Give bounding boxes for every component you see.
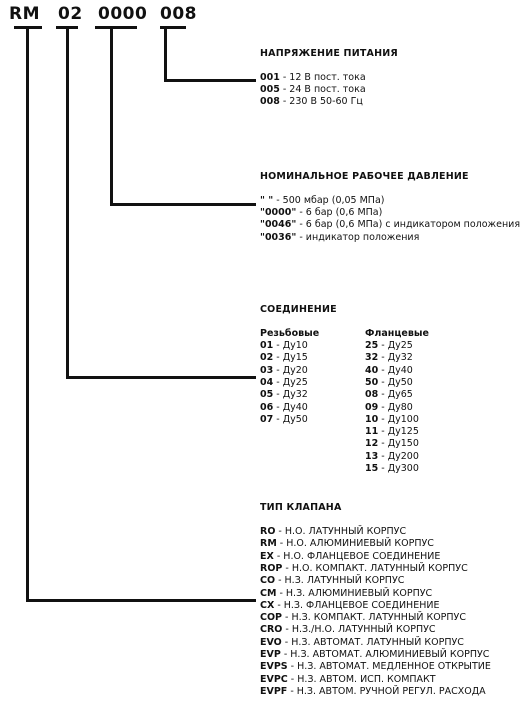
code-voltage: 008: [160, 4, 197, 24]
code-pressure: 0000: [98, 4, 148, 24]
flanged-code: 11: [365, 426, 379, 438]
threaded-item: [260, 389, 308, 401]
valve-type-item: [260, 612, 466, 624]
voltage-code: 008: [260, 96, 280, 108]
valve-type-description: - Н.О. АЛЮМИНИЕВЫЙ КОРПУС: [276, 538, 434, 550]
flanged-description: - Ду80: [378, 401, 413, 413]
valve-type-code: EX: [260, 550, 274, 562]
valve-type-item: [260, 538, 434, 550]
threaded-code: 02: [260, 352, 274, 364]
connector-type-vertical: [26, 26, 29, 602]
valve-type-description: - Н.З. АВТОМАТ. ЛАТУННЫЙ КОРПУС: [281, 636, 464, 648]
flanged-item: [365, 451, 419, 463]
flanged-item: [365, 414, 419, 426]
flanged-code: 15: [365, 463, 379, 474]
voltage-description: - 230 В 50-60 Гц: [279, 96, 363, 108]
voltage-item: [260, 72, 366, 84]
threaded-description: - Ду32: [273, 389, 308, 401]
connector-type-horizontal: [26, 599, 256, 602]
voltage-item: [260, 84, 366, 96]
valve-type-description: - Н.З. АЛЮМИНИЕВЫЙ КОРПУС: [276, 587, 433, 599]
valve-type-code: CO: [260, 575, 276, 587]
flanged-code: 40: [365, 364, 379, 376]
valve-type-item: [260, 551, 440, 563]
valve-type-code: EVPS: [260, 661, 288, 673]
threaded-description: - Ду10: [273, 340, 308, 351]
threaded-item: [260, 340, 308, 352]
flanged-description: - Ду300: [378, 463, 419, 474]
flanged-item: [365, 426, 419, 438]
voltage-heading: НАПРЯЖЕНИЕ ПИТАНИЯ: [260, 48, 398, 59]
code-connection: 02: [58, 4, 83, 24]
flanged-code: 12: [365, 438, 379, 450]
threaded-code: 03: [260, 364, 274, 376]
valve-type-item: [260, 674, 436, 686]
flanged-code: 10: [365, 413, 379, 425]
flanged-description: - Ду125: [378, 426, 419, 438]
valve-type-code: EVPC: [260, 673, 288, 685]
valve-type-description: - Н.З. ЛАТУННЫЙ КОРПУС: [275, 575, 405, 587]
valve-type-description: - Н.О. ФЛАНЦЕВОЕ СОЕДИНЕНИЕ: [273, 550, 441, 562]
flanged-item: [365, 377, 413, 389]
flanged-item: [365, 340, 413, 352]
valve-type-code: COP: [260, 612, 283, 624]
underline-pressure: [95, 26, 137, 29]
flanged-description: - Ду100: [378, 413, 419, 425]
valve-type-heading: ТИП КЛАПАНА: [260, 502, 342, 513]
connection-heading: СОЕДИНЕНИЕ: [260, 304, 337, 315]
pressure-code: " ": [260, 195, 274, 206]
valve-type-description: - Н.З. АВТОМ. ИСП. КОМПАКТ: [287, 673, 436, 685]
valve-type-description: - Н.О. ЛАТУННЫЙ КОРПУС: [275, 526, 407, 537]
flanged-code: 09: [365, 401, 379, 413]
valve-type-description: - Н.З. КОМПАКТ. ЛАТУННЫЙ КОРПУС: [282, 612, 466, 624]
threaded-code: 04: [260, 376, 274, 388]
valve-type-description: - Н.З. АВТОМАТ. АЛЮМИНИЕВЫЙ КОРПУС: [280, 649, 490, 660]
pressure-description: - 6 бар (0,6 МПа): [296, 207, 383, 219]
valve-type-description: - Н.О. КОМПАКТ. ЛАТУННЫЙ КОРПУС: [282, 562, 468, 574]
pressure-description: - 500 мбар (0,05 МПа): [273, 195, 385, 206]
valve-type-code: RM: [260, 538, 277, 550]
flanged-code: 32: [365, 352, 379, 364]
threaded-description: - Ду20: [273, 364, 308, 376]
valve-type-code: CM: [260, 587, 277, 599]
valve-type-code: RO: [260, 526, 276, 537]
threaded-label: Резьбовые: [260, 328, 320, 339]
valve-type-item: [260, 686, 486, 698]
valve-type-code: EVP: [260, 649, 281, 660]
flanged-description: - Ду200: [378, 450, 419, 462]
connector-connection-vertical: [66, 26, 69, 379]
valve-type-item: [260, 563, 468, 575]
code-prefix: RM: [9, 4, 41, 24]
valve-type-code: EVO: [260, 636, 282, 648]
connector-voltage-horizontal: [164, 79, 256, 82]
valve-type-code: ROP: [260, 562, 283, 574]
pressure-item: [260, 219, 520, 231]
connector-pressure-vertical: [110, 26, 113, 206]
threaded-description: - Ду40: [273, 401, 308, 413]
valve-type-item: [260, 624, 436, 636]
valve-type-code: EVPF: [260, 685, 288, 697]
flanged-description: - Ду40: [378, 364, 413, 376]
valve-type-description: - Н.З. АВТОМ. РУЧНОЙ РЕГУЛ. РАСХОДА: [287, 685, 486, 697]
connector-voltage-vertical: [164, 26, 167, 82]
pressure-code: "0000": [260, 207, 297, 219]
flanged-description: - Ду150: [378, 438, 419, 450]
valve-type-code: CX: [260, 599, 275, 611]
flanged-code: 13: [365, 450, 379, 462]
flanged-item: [365, 365, 413, 377]
valve-type-item: [260, 526, 406, 538]
flanged-code: 50: [365, 376, 379, 388]
threaded-code: 06: [260, 401, 274, 413]
voltage-item: [260, 96, 363, 108]
threaded-description: - Ду25: [273, 376, 308, 388]
voltage-description: - 12 В пост. тока: [279, 72, 366, 83]
flanged-item: [365, 389, 413, 401]
pressure-item: [260, 207, 382, 219]
valve-type-item: [260, 575, 404, 587]
threaded-item: [260, 414, 308, 426]
pressure-description: - 6 бар (0,6 МПа) с индикатором положения: [296, 219, 520, 231]
flanged-description: - Ду50: [378, 376, 413, 388]
threaded-description: - Ду15: [273, 352, 308, 364]
connector-connection-horizontal: [66, 376, 256, 379]
pressure-item: [260, 232, 419, 244]
voltage-code: 001: [260, 72, 280, 83]
flanged-item: [365, 438, 419, 450]
threaded-description: - Ду50: [273, 413, 308, 425]
valve-type-description: - Н.З. ФЛАНЦЕВОЕ СОЕДИНЕНИЕ: [274, 599, 440, 611]
flanged-code: 25: [365, 340, 379, 351]
threaded-item: [260, 402, 308, 414]
threaded-code: 05: [260, 389, 274, 401]
threaded-item: [260, 377, 308, 389]
flanged-item: [365, 463, 419, 475]
flanged-code: 08: [365, 389, 379, 401]
valve-type-item: [260, 637, 464, 649]
valve-type-item: [260, 661, 491, 673]
valve-type-description: - Н.З. АВТОМАТ. МЕДЛЕННОЕ ОТКРЫТИЕ: [287, 661, 491, 673]
flanged-description: - Ду25: [378, 340, 413, 351]
connector-pressure-horizontal: [110, 203, 256, 206]
flanged-description: - Ду32: [378, 352, 413, 364]
pressure-heading: НОМИНАЛЬНОЕ РАБОЧЕЕ ДАВЛЕНИЕ: [260, 171, 469, 182]
threaded-item: [260, 365, 308, 377]
valve-type-item: [260, 649, 489, 661]
valve-type-item: [260, 600, 439, 612]
flanged-item: [365, 352, 413, 364]
pressure-code: "0046": [260, 219, 297, 231]
threaded-item: [260, 352, 308, 364]
pressure-item: [260, 195, 384, 207]
flanged-item: [365, 402, 413, 414]
flanged-label: Фланцевые: [365, 328, 429, 339]
valve-type-item: [260, 588, 432, 600]
threaded-code: 07: [260, 413, 274, 425]
threaded-code: 01: [260, 340, 274, 351]
flanged-description: - Ду65: [378, 389, 413, 401]
pressure-code: "0036": [260, 231, 297, 243]
valve-type-code: CRO: [260, 624, 283, 636]
pressure-description: - индикатор положения: [296, 231, 420, 243]
valve-type-description: - Н.З./Н.О. ЛАТУННЫЙ КОРПУС: [282, 624, 436, 636]
voltage-description: - 24 В пост. тока: [279, 84, 366, 96]
voltage-code: 005: [260, 84, 280, 96]
